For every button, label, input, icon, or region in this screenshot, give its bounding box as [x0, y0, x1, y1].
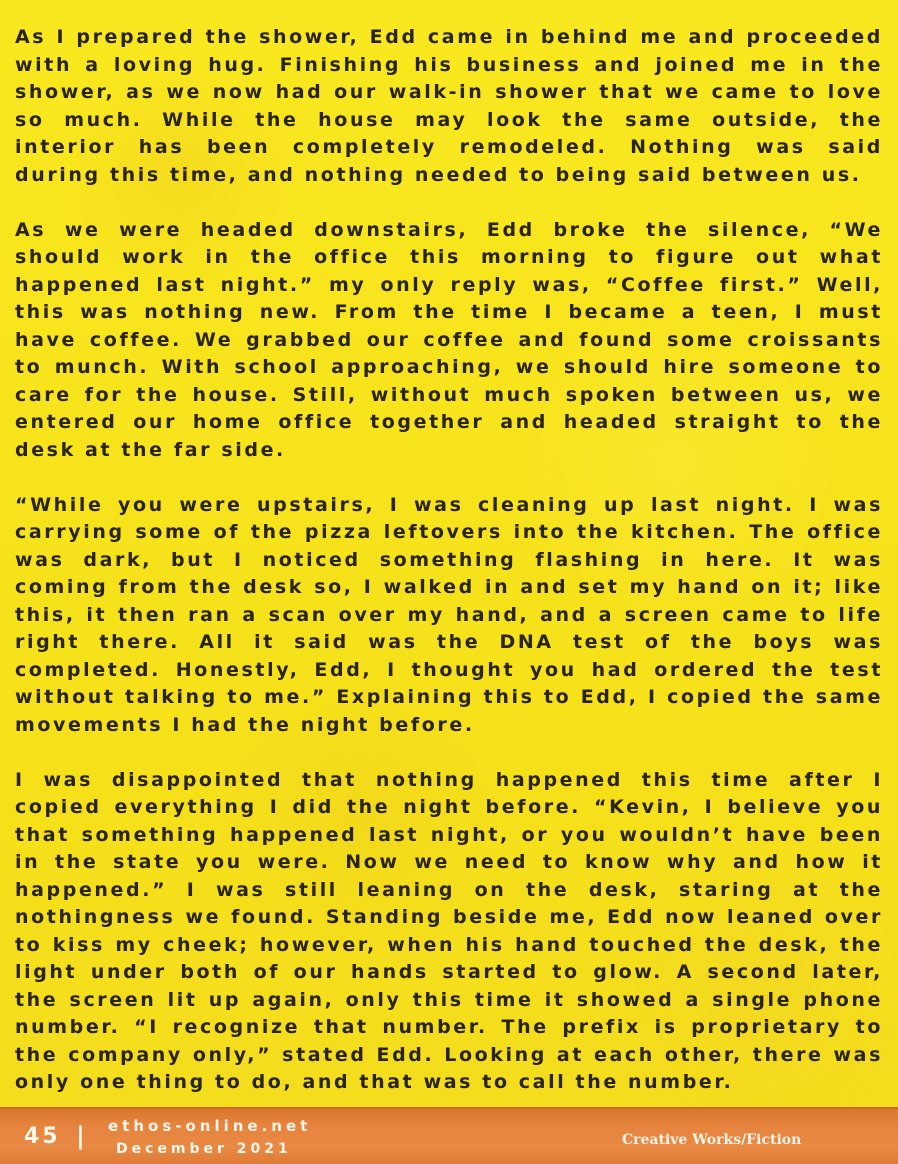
paragraph-3: “While you were upstairs, I was cleaning up last night. I was carrying some of the pizza leftovers into the kitchen. The office was dark, but I noticed something flashing in here. It was coming from the desk so, I walked in and set my hand on it; like this, it then ran a scan over my hand, and a screen came to life right there. All it said was the DNA test of the boys was completed. Honestly, Edd, I thought you had ordered the test without talking to me.” Explaining this to Edd, I copied the same movements I had the night before. [15, 493, 883, 736]
article-body [15, 24, 883, 1124]
paragraph-2: As we were headed downstairs, Edd broke the silence, “We should work in the office this morning to figure out what happened last night.” my only reply was, “Coffee first.” Well, this was nothing new. From the time I became a teen, I must have coffee. We grabbed our coffee and found some croissants to munch. With school approaching, we should hire someone to care for the house. Still, without much spoken between us, we entered our home office together and headed straight to the desk at the far side. [15, 218, 883, 461]
page-footer [0, 1107, 898, 1164]
site-url[interactable]: ethos-online.net [108, 1117, 312, 1135]
paragraph-4: I was disappointed that nothing happened this time after I copied everything I did the night before. “Kevin, I believe you that something happened last night, or you wouldn’t have been in the state you were. Now we need to know why and how it happened.” I was still leaning on the desk, staring at the nothingness we found. Standing beside me, Edd now leaned over to kiss my cheek; however, when his hand touched the desk, the light under both of our hands started to glow. A second later, the screen lit up again, only this time it showed a single phone number. “I recognize that number. The prefix is proprietary to the company only,” stated Edd. Looking at each other, there was only one thing to do, and that was to call the number. [15, 768, 883, 1093]
issue-date: December 2021 [116, 1141, 292, 1157]
section-label: Creative Works/Fiction [622, 1132, 802, 1148]
page-number-separator: | [76, 1122, 85, 1150]
page-number: 45 [24, 1124, 61, 1149]
paragraph-1: As I prepared the shower, Edd came in behind me and proceeded with a loving hug. Finishing his business and joined me in the shower, as we now had our walk-in shower that we came to love so much. While the house may look the same outside, the interior has been completely remodeled. Nothing was said during this time, and nothing needed to being said between us. [15, 26, 883, 186]
